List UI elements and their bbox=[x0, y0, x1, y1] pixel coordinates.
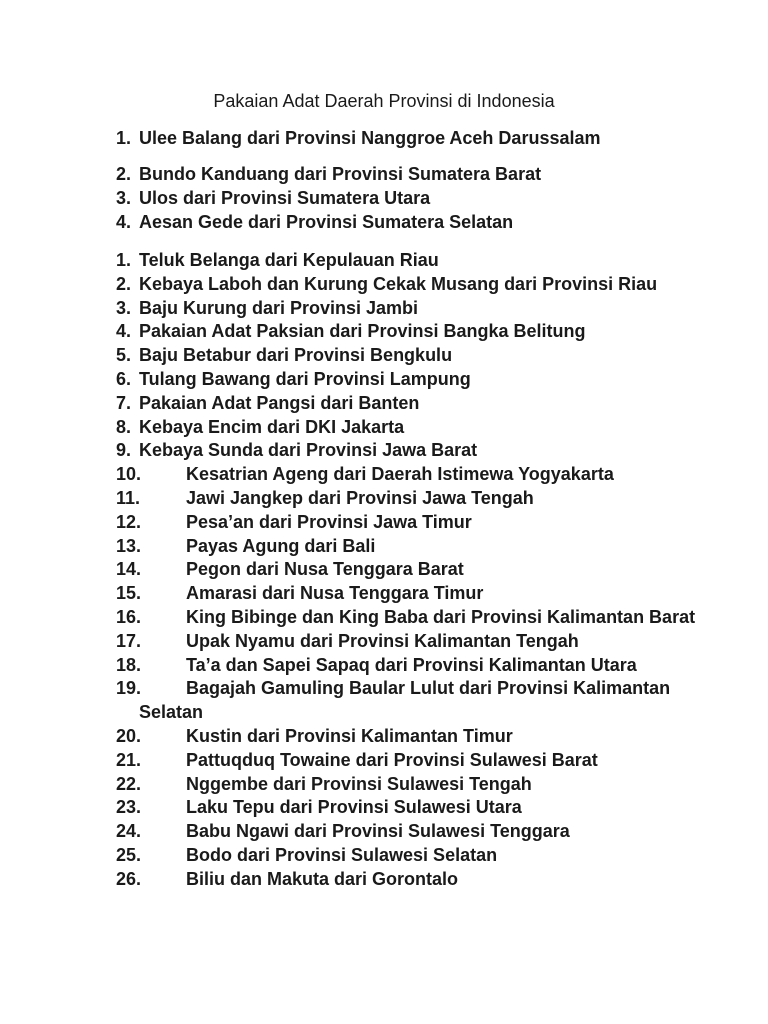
list-item bbox=[116, 558, 696, 582]
list-item-text: Upak Nyamu dari Provinsi Kalimantan Tengah bbox=[186, 630, 579, 651]
list-item-text: Teluk Belanga dari Kepulauan Riau bbox=[139, 250, 439, 270]
list-item bbox=[116, 606, 696, 630]
list-item-text: Kebaya Sunda dari Provinsi Jawa Barat bbox=[139, 440, 478, 461]
list-item bbox=[116, 511, 696, 535]
list-item bbox=[116, 844, 696, 868]
list-item bbox=[116, 582, 696, 606]
list-item bbox=[116, 320, 696, 344]
list-item-number: 2. bbox=[116, 164, 132, 184]
list-item bbox=[116, 416, 696, 440]
list-item-text: Pattuqduq Towaine dari Provinsi Sulawesi Barat bbox=[186, 749, 598, 770]
list-item-number: 23. bbox=[116, 797, 142, 818]
list-section-1 bbox=[116, 127, 696, 151]
list-item-text: Bundo Kanduang dari Provinsi Sumatera Barat bbox=[139, 164, 542, 184]
list-item bbox=[116, 820, 696, 844]
list-item-number: 3. bbox=[116, 297, 132, 318]
list-item-text: Pegon dari Nusa Tenggara Barat bbox=[186, 559, 464, 580]
list-item-number: 17. bbox=[116, 630, 142, 651]
list-item-text: Ulos dari Provinsi Sumatera Utara bbox=[139, 187, 431, 208]
list-item-text: Amarasi dari Nusa Tenggara Timur bbox=[186, 583, 484, 604]
list-item-number: 19. bbox=[116, 678, 142, 699]
list-section-2 bbox=[116, 163, 696, 234]
list-item-number: 11. bbox=[116, 487, 141, 508]
list-item bbox=[116, 463, 696, 487]
list-item-text: Nggembe dari Provinsi Sulawesi Tengah bbox=[186, 773, 532, 794]
list-item-number: 8. bbox=[116, 416, 132, 437]
list-item bbox=[116, 630, 696, 654]
list-item-text: Bagajah Gamuling Baular Lulut dari Provinsi Kalimantan Selatan bbox=[139, 678, 671, 723]
document-title: Pakaian Adat Daerah Provinsi di Indonesia bbox=[213, 91, 555, 111]
list-item-text: Tulang Bawang dari Provinsi Lampung bbox=[139, 368, 471, 389]
list-item bbox=[116, 163, 696, 187]
list-item bbox=[116, 535, 696, 559]
list-item-number: 1. bbox=[116, 128, 132, 148]
list-item-text: Baju Betabur dari Provinsi Bengkulu bbox=[139, 345, 453, 366]
list-item bbox=[116, 487, 696, 511]
list-item-number: 6. bbox=[116, 368, 132, 389]
list-item bbox=[116, 725, 696, 749]
list-item bbox=[116, 187, 696, 211]
list-item-number: 16. bbox=[116, 606, 142, 627]
list-item bbox=[116, 273, 696, 297]
list-item-number: 10. bbox=[116, 464, 142, 485]
list-item-text: Jawi Jangkep dari Provinsi Jawa Tengah bbox=[186, 487, 534, 508]
list-item-number: 20. bbox=[116, 725, 142, 746]
list-item-text: Kesatrian Ageng dari Daerah Istimewa Yogyakarta bbox=[186, 464, 614, 485]
list-item-number: 13. bbox=[116, 535, 142, 556]
list-item-text: Kebaya Laboh dan Kurung Cekak Musang dari Provinsi Riau bbox=[139, 273, 658, 294]
list-item-text: Ulee Balang dari Provinsi Nanggroe Aceh Darussalam bbox=[139, 128, 601, 148]
list-item-text: Payas Agung dari Bali bbox=[186, 535, 376, 556]
list-item-number: 4. bbox=[116, 211, 132, 232]
list-item bbox=[116, 439, 696, 463]
list-item-number: 24. bbox=[116, 821, 142, 842]
list-item-number: 15. bbox=[116, 583, 142, 604]
list-item-number: 12. bbox=[116, 511, 142, 532]
list-section-3 bbox=[116, 249, 696, 892]
list-item-text: Laku Tepu dari Provinsi Sulawesi Utara bbox=[186, 797, 522, 818]
list-item-text: Bodo dari Provinsi Sulawesi Selatan bbox=[186, 844, 498, 865]
list-item bbox=[116, 297, 696, 321]
list-item bbox=[116, 796, 696, 820]
list-item-text: King Bibinge dan King Baba dari Provinsi Kalimantan Barat bbox=[186, 606, 696, 627]
list-item-text: Aesan Gede dari Provinsi Sumatera Selatan bbox=[139, 211, 514, 232]
list-item bbox=[116, 249, 696, 273]
list-item-text: Ta’a dan Sapei Sapaq dari Provinsi Kalimantan Utara bbox=[186, 654, 637, 675]
list-item-text: Pakaian Adat Paksian dari Provinsi Bangka Belitung bbox=[139, 321, 586, 342]
list-item bbox=[116, 344, 696, 368]
list-item-number: 25. bbox=[116, 844, 142, 865]
list-item bbox=[116, 868, 696, 892]
list-item-number: 7. bbox=[116, 392, 132, 413]
list-item-number: 14. bbox=[116, 559, 142, 580]
list-item-number: 9. bbox=[116, 440, 132, 461]
list-item-text: Biliu dan Makuta dari Gorontalo bbox=[186, 868, 459, 889]
list-item-number: 21. bbox=[116, 749, 142, 770]
list-item-text: Kebaya Encim dari DKI Jakarta bbox=[139, 416, 405, 437]
list-item-number: 5. bbox=[116, 345, 132, 366]
list-item bbox=[116, 654, 696, 678]
list-item bbox=[116, 677, 696, 725]
list-item bbox=[116, 368, 696, 392]
list-item bbox=[116, 773, 696, 797]
list-item bbox=[116, 127, 696, 151]
list-item-text: Kustin dari Provinsi Kalimantan Timur bbox=[186, 725, 513, 746]
list-item-number: 22. bbox=[116, 773, 142, 794]
list-item-number: 1. bbox=[116, 250, 132, 270]
list-item bbox=[116, 749, 696, 773]
list-item-number: 2. bbox=[116, 273, 132, 294]
list-item-text: Pakaian Adat Pangsi dari Banten bbox=[139, 392, 420, 413]
list-item-number: 26. bbox=[116, 868, 142, 889]
list-item-text: Pesa’an dari Provinsi Jawa Timur bbox=[186, 511, 472, 532]
list-item-text: Babu Ngawi dari Provinsi Sulawesi Tenggara bbox=[186, 821, 570, 842]
list-item-text: Baju Kurung dari Provinsi Jambi bbox=[139, 297, 419, 318]
list-item bbox=[116, 392, 696, 416]
list-item-number: 4. bbox=[116, 321, 132, 342]
list-item-number: 3. bbox=[116, 187, 132, 208]
list-item bbox=[116, 211, 696, 235]
list-item-number: 18. bbox=[116, 654, 142, 675]
